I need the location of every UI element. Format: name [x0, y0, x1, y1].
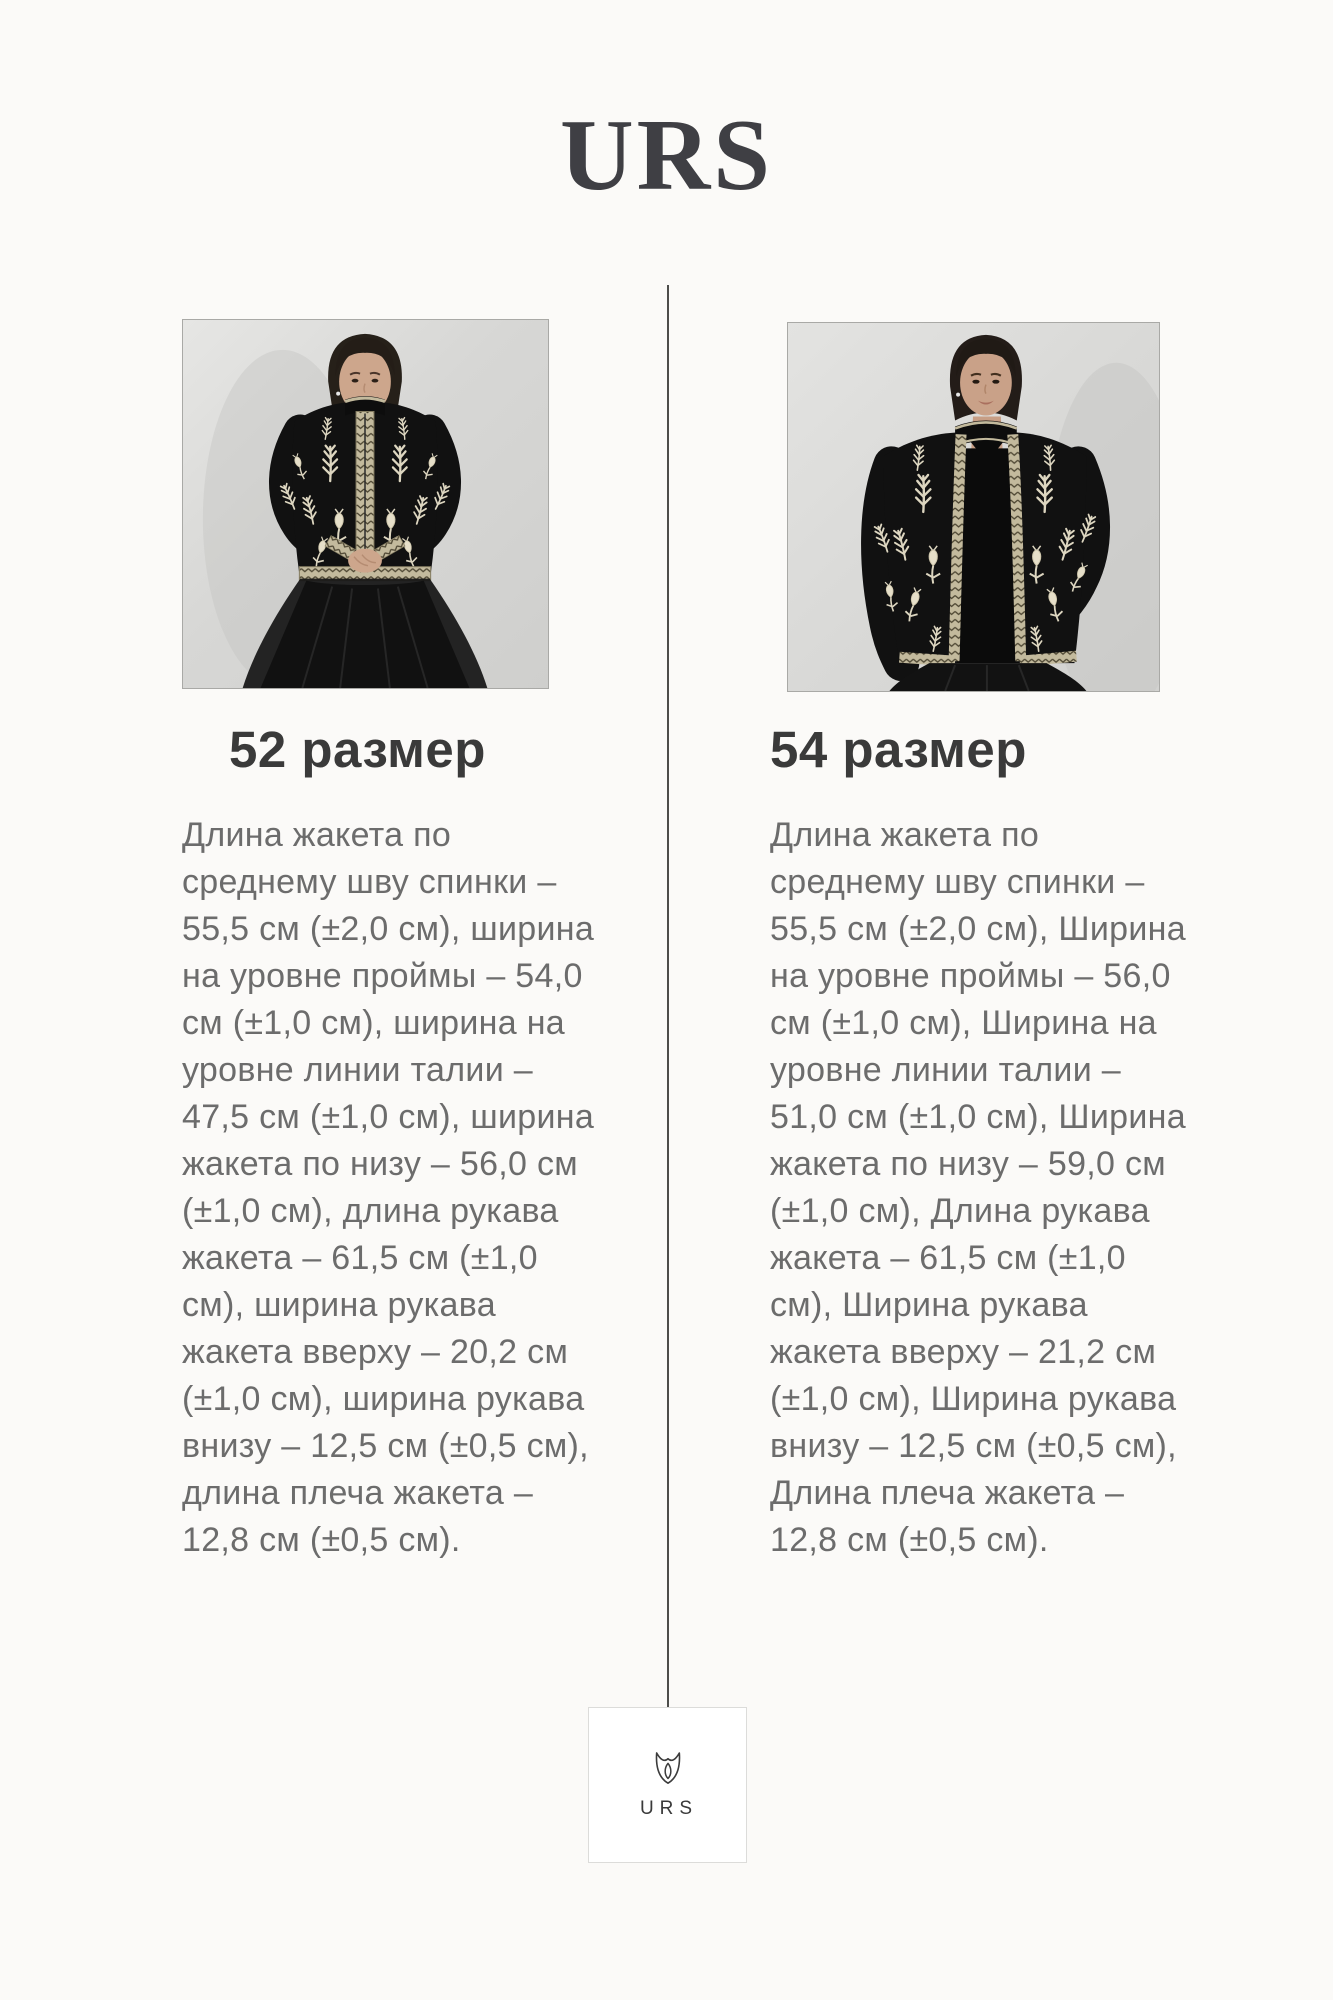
size-52-photo	[182, 319, 549, 689]
size-54-description: Длина жакета по среднему шву спинки – 55,5 см (±2,0 см), Ширина на уровне проймы – 56,0 см (±1,0 см), Ширина на уровне линии талии – 51,0 см (±1,0 см), Ширина жакета по низу – 59,0 см (±1,0 см), Длина рукава жакета – 61,5 см (±1,0 см), Ширина рукава жакета вверху – 21,2 см (±1,0 см), Ширина рукава внизу – 12,5 см (±0,5 см), Длина плеча жакета – 12,8 см (±0,5 см).	[770, 816, 1186, 1559]
model-photo-size-52	[183, 320, 548, 688]
vertical-divider	[667, 285, 669, 1707]
size-52-description: Длина жакета по среднему шву спинки – 55,5 см (±2,0 см), ширина на уровне проймы – 54,0 см (±1,0 см), ширина на уровне линии талии – 47,5 см (±1,0 см), ширина жакета по низу – 56,0 см (±1,0 см), длина рукава жакета – 61,5 см (±1,0 см), ширина рукава жакета вверху – 20,2 см (±1,0 см), ширина рукава внизу – 12,5 см (±0,5 см), длина плеча жакета – 12,8 см (±0,5 см).	[182, 816, 595, 1559]
model-photo-size-54	[788, 323, 1159, 691]
size-52-heading: 52 размер	[229, 721, 486, 778]
tulip-icon	[651, 1751, 685, 1789]
size-54-photo	[787, 322, 1160, 692]
footer-logo-card	[588, 1707, 747, 1863]
brand-logo: URS	[559, 99, 774, 212]
size-54-heading: 54 размер	[770, 721, 1027, 778]
footer-logo-text: URS	[639, 1797, 699, 1819]
